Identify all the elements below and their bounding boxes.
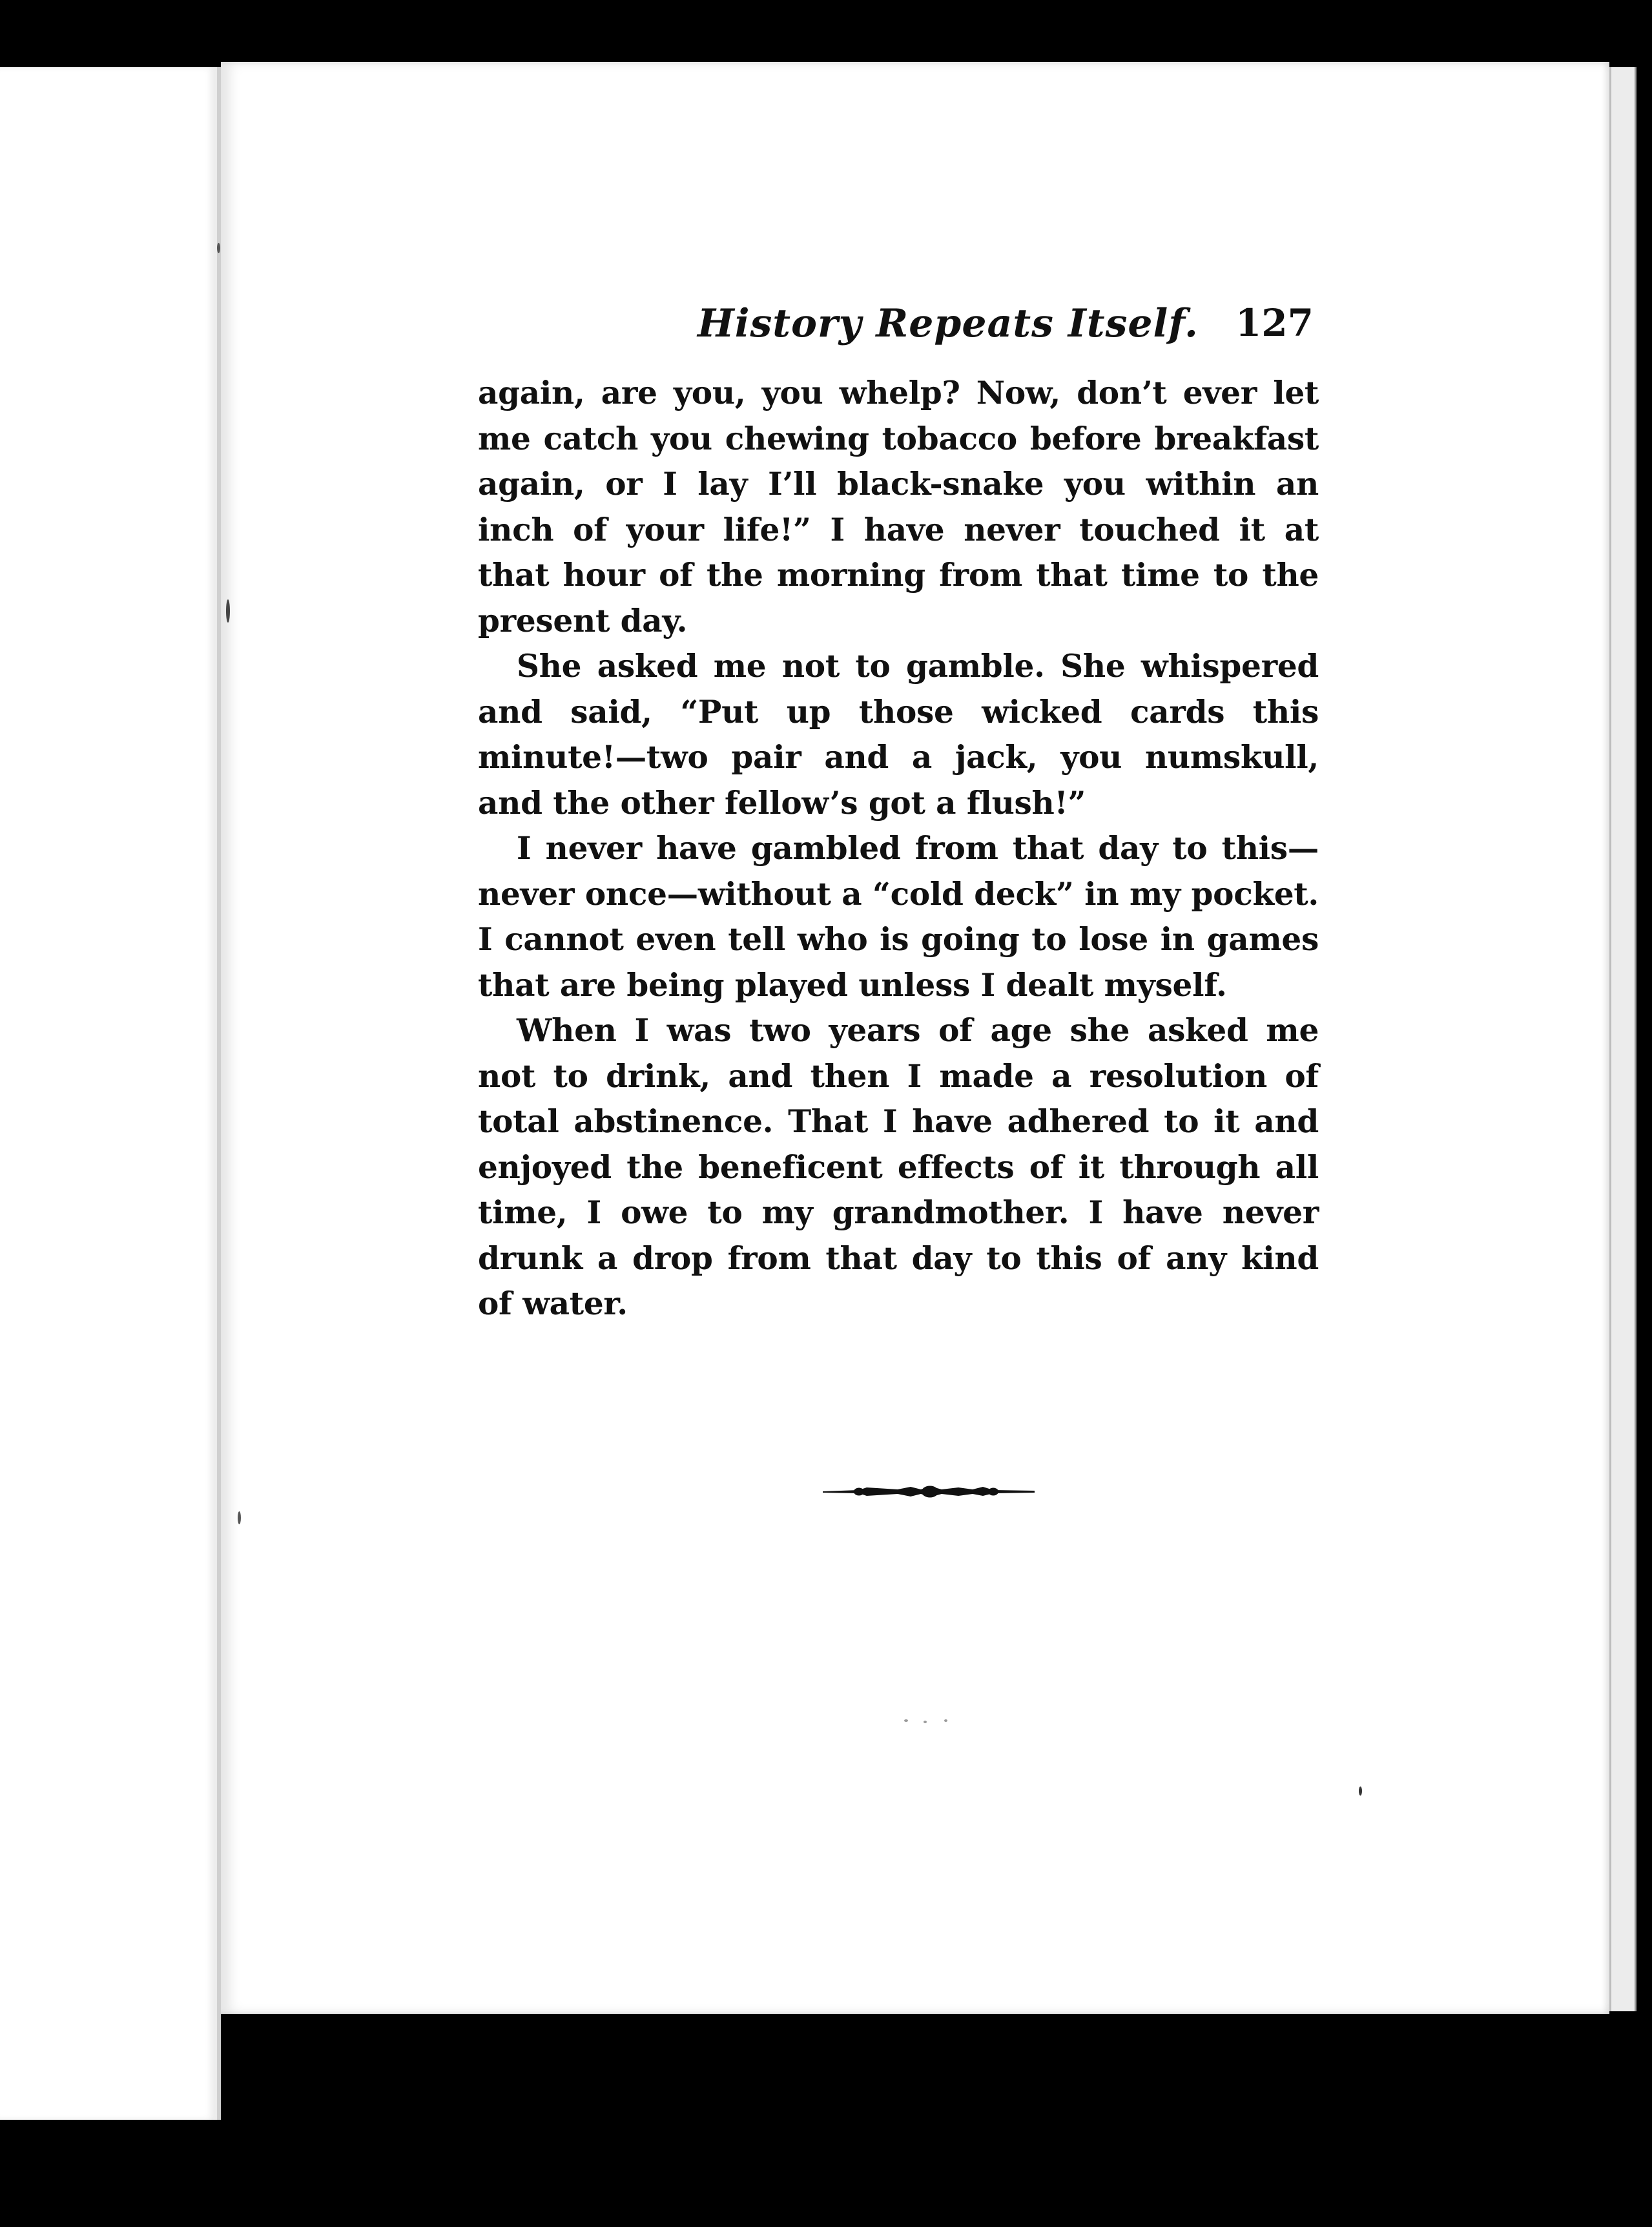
scan-speck	[238, 1511, 241, 1524]
page-number: 127	[1235, 301, 1314, 345]
running-head: History Repeats Itself.	[697, 301, 1199, 346]
scan-speck	[904, 1719, 908, 1722]
scan-speck	[944, 1719, 947, 1722]
paragraph-1: again, are you, you whelp? Now, don’t ever let me catch you chewing tobacco before breakfast again, or I lay I’ll black-snake you within an inch of your life!” I have never touched it at that hour of the morning from that time to the present day.	[478, 375, 1319, 639]
scan-speck	[217, 243, 220, 253]
scan-speck	[226, 599, 230, 623]
tailpiece-rule-icon	[820, 1482, 1037, 1501]
right-page-edge	[1609, 67, 1637, 2011]
scan-speck	[1359, 1787, 1362, 1796]
left-page-edge	[0, 67, 221, 2120]
paragraph-2: She asked me not to gamble. She whispered and said, “Put up those wicked cards this minute!—two pair and a jack, you numskull, and the other fellow’s got a flush!”	[478, 648, 1319, 822]
paragraph-4: When I was two years of age she asked me not to drink, and then I made a resolution of total abstinence. That I have adhered to it and enjoyed the beneficent effects of it through all time, I owe to my grandmother. I have never drunk a drop from that day to this of any kind of water.	[478, 1012, 1319, 1322]
body-text	[478, 371, 1319, 1327]
page-header	[685, 301, 1317, 363]
paragraph-3: I never have gambled from that day to this—never once—without a “cold deck” in my pocket. I cannot even tell who is going to lose in games that are being played unless I dealt myself.	[478, 830, 1319, 1004]
scan-speck	[924, 1721, 927, 1723]
